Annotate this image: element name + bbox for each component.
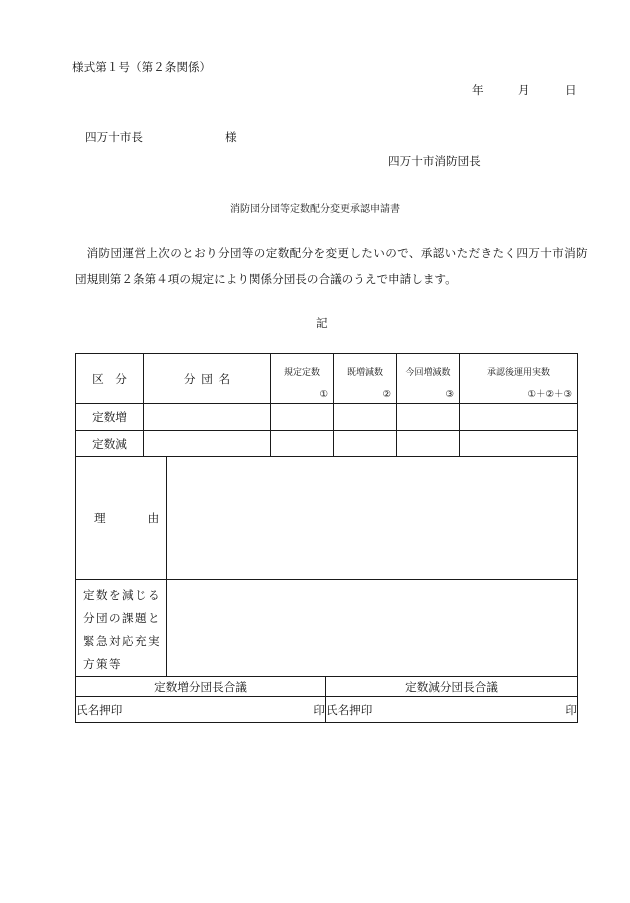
row-decrease xyxy=(76,431,578,457)
row-name-seal xyxy=(76,697,578,723)
row-issues xyxy=(76,580,578,677)
decrease-current-change-cell xyxy=(397,431,460,457)
increase-prescribed-cell xyxy=(271,404,334,431)
year-label: 年 xyxy=(472,82,484,97)
header-approved-actual-mark: ①＋②＋③ xyxy=(527,388,572,400)
decrease-approved-actual-cell xyxy=(460,431,578,457)
increase-seal-mark: 印 xyxy=(313,702,325,717)
header-current-change-mark: ③ xyxy=(445,388,454,400)
addressee-honorific: 様 xyxy=(225,129,237,144)
reason-content-cell xyxy=(167,457,578,580)
decrease-label: 定数減 xyxy=(76,431,144,457)
increase-unit-name-cell xyxy=(144,404,271,431)
body-text-line-2: 団規則第２条第４項の規定により関係分団長の合議のうえで申請します。 xyxy=(75,271,457,286)
header-prescribed xyxy=(271,354,334,404)
issues-label-line-2: 分団の課題と xyxy=(83,611,161,625)
increase-label: 定数増 xyxy=(76,404,144,431)
header-prescribed-label: 規定定数 xyxy=(283,367,320,378)
table-header-row xyxy=(76,354,578,404)
header-prescribed-mark: ① xyxy=(319,388,328,400)
issues-label-line-1: 定数を減じる xyxy=(83,588,161,602)
decrease-unit-name-cell xyxy=(144,431,271,457)
month-label: 月 xyxy=(518,82,530,97)
header-unit-name: 分 団 名 xyxy=(144,354,271,404)
increase-existing-change-cell xyxy=(334,404,397,431)
row-consent-header xyxy=(76,677,578,697)
notation-mark: 記 xyxy=(316,315,328,330)
reason-label: 理 由 xyxy=(76,457,167,580)
increase-approved-actual-cell xyxy=(460,404,578,431)
decrease-prescribed-cell xyxy=(271,431,334,457)
form-number: 様式第１号（第２条関係） xyxy=(72,59,212,74)
issues-content-cell xyxy=(167,580,578,677)
header-current-change xyxy=(397,354,460,404)
issues-label-line-4: 方策等 xyxy=(83,657,122,671)
issues-label xyxy=(76,580,167,677)
consent-decrease-signature-cell xyxy=(326,697,578,723)
header-current-change-label: 今回増減数 xyxy=(405,367,451,378)
header-existing-change-mark: ② xyxy=(382,388,391,400)
row-reason xyxy=(76,457,578,580)
body-text-line-1: 消防団運営上次のとおり分団等の定数配分を変更したいので、承認いただきたく四万十市消防 xyxy=(86,245,589,260)
row-increase xyxy=(76,404,578,431)
allocation-table xyxy=(75,353,578,723)
increase-current-change-cell xyxy=(397,404,460,431)
document-title: 消防団分団等定数配分変更承認申請書 xyxy=(230,204,400,215)
header-approved-actual xyxy=(460,354,578,404)
issues-label-line-3: 緊急対応充実 xyxy=(83,634,161,648)
header-approved-actual-label: 承認後運用実数 xyxy=(486,367,550,378)
decrease-name-seal-label: 氏名押印 xyxy=(326,702,373,717)
increase-name-seal-label: 氏名押印 xyxy=(76,702,123,717)
addressee-name: 四万十市長 xyxy=(85,129,143,144)
decrease-existing-change-cell xyxy=(334,431,397,457)
day-label: 日 xyxy=(565,82,577,97)
decrease-seal-mark: 印 xyxy=(565,702,577,717)
header-existing-change xyxy=(334,354,397,404)
header-category: 区 分 xyxy=(76,354,144,404)
consent-decrease-header: 定数減分団長合議 xyxy=(326,677,578,697)
consent-increase-header: 定数増分団長合議 xyxy=(76,677,326,697)
header-existing-change-label: 既増減数 xyxy=(346,367,383,378)
consent-increase-signature-cell xyxy=(76,697,326,723)
sender-title: 四万十市消防団長 xyxy=(388,153,481,168)
